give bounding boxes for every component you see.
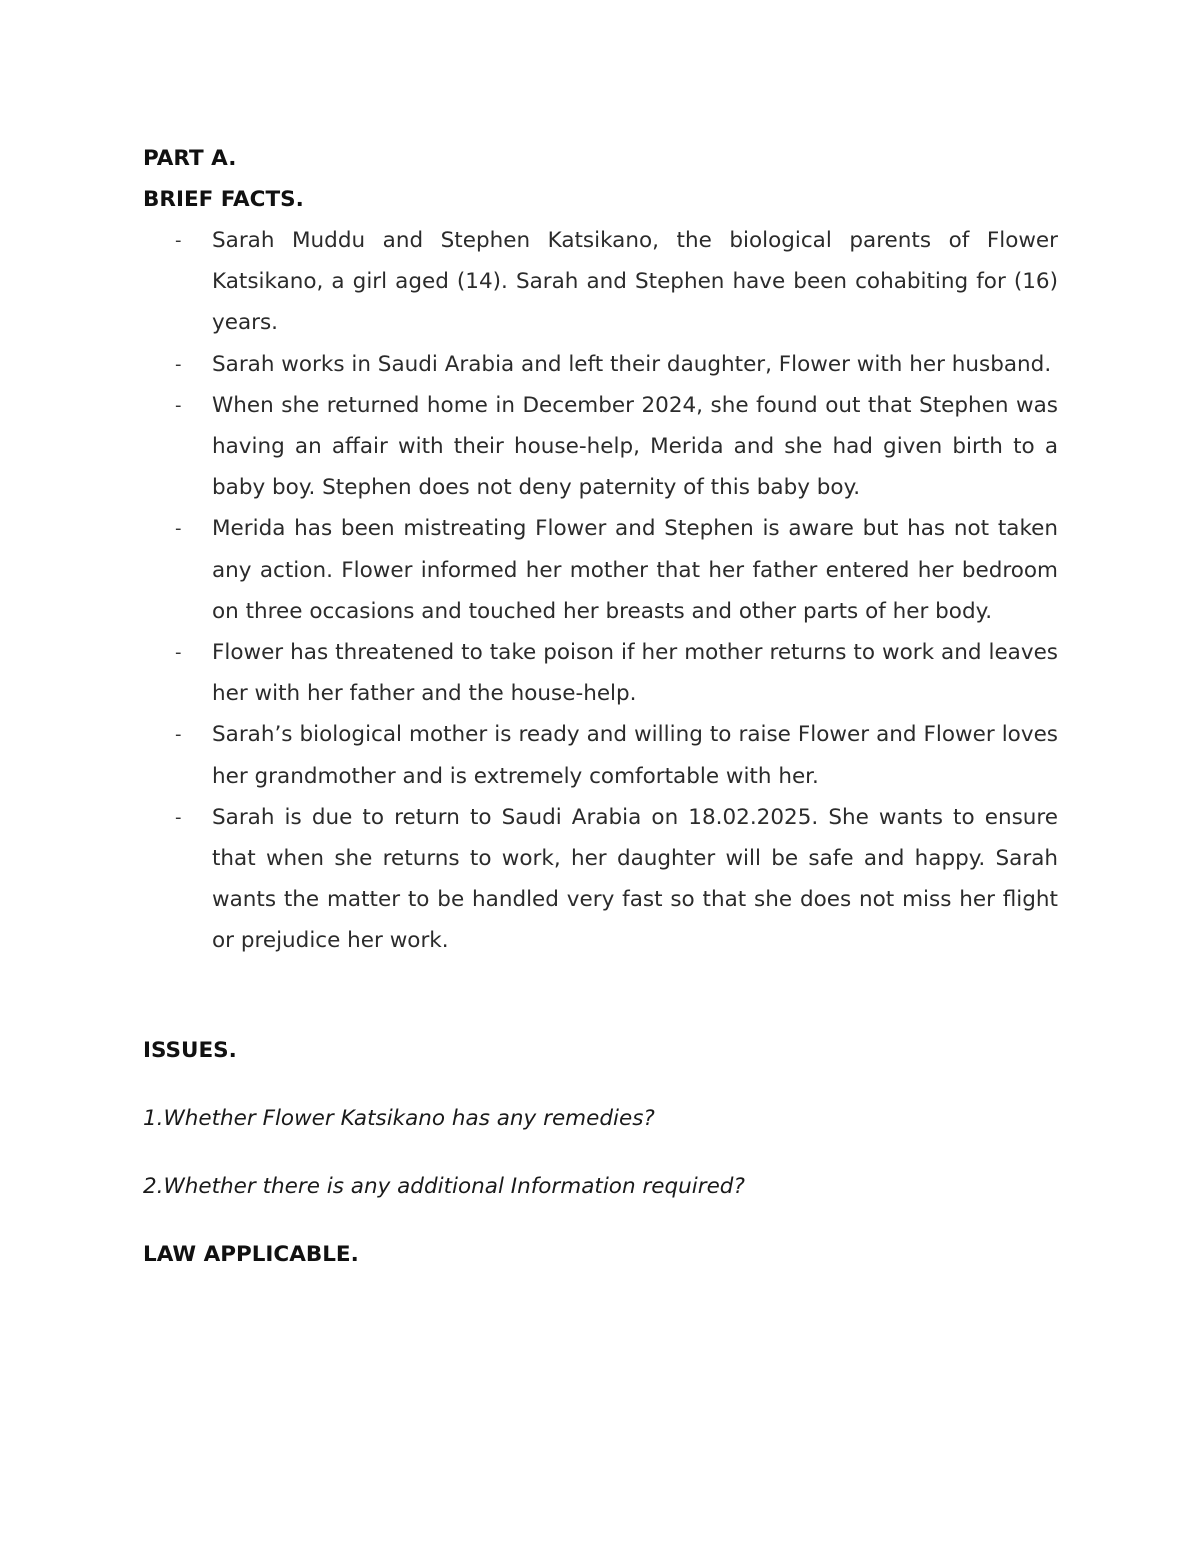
- brief-facts-list: [143, 220, 1058, 962]
- fact-text: Sarah is due to return to Saudi Arabia on 18.02.2025. She wants to ensure that when she returns to work, her daughter will be safe and happy. Sarah wants the matter to be handled very fast so that she does not miss her flight or prejudice her work.: [212, 804, 1058, 954]
- bullet-dash: -: [175, 806, 182, 828]
- fact-item: [143, 714, 1058, 796]
- fact-item: [143, 385, 1058, 509]
- fact-item: [143, 220, 1058, 344]
- brief-facts-heading: BRIEF FACTS.: [143, 187, 304, 212]
- fact-text: Sarah Muddu and Stephen Katsikano, the biological parents of Flower Katsikano, a girl aged (14). Sarah and Stephen have been cohabiting for (16) years.: [212, 228, 1058, 336]
- issue-item-2: 2.Whether there is any additional Information required?: [143, 1173, 745, 1199]
- bullet-dash: -: [175, 394, 182, 416]
- issues-heading: ISSUES.: [143, 1037, 237, 1063]
- fact-text: Merida has been mistreating Flower and Stephen is aware but has not taken any action. Flower informed her mother that her father entered her bedroom on three occasions and touched her breasts and other parts of her body.: [212, 516, 1058, 624]
- fact-item: [143, 632, 1058, 714]
- bullet-dash: -: [175, 230, 182, 251]
- fact-text: Flower has threatened to take poison if her mother returns to work and leaves her with her father and the house-help.: [212, 640, 1058, 707]
- law-applicable-heading: LAW APPLICABLE.: [143, 1241, 359, 1267]
- issue-item-1: 1.Whether Flower Katsikano has any remedies?: [143, 1105, 655, 1131]
- document-page: [143, 138, 1058, 1275]
- fact-text: Sarah works in Saudi Arabia and left their daughter, Flower with her husband.: [212, 351, 1052, 377]
- bullet-dash: -: [175, 353, 182, 375]
- fact-text: Sarah’s biological mother is ready and willing to raise Flower and Flower loves her grandmother and is extremely comfortable with her.: [212, 722, 1058, 789]
- bullet-dash: -: [175, 724, 182, 746]
- fact-item: [143, 508, 1058, 632]
- fact-item: [143, 344, 1058, 385]
- fact-text: When she returned home in December 2024, she found out that Stephen was having an affair with their house-help, Merida and she had given birth to a baby boy. Stephen does not deny paternity of this baby boy.: [212, 392, 1058, 501]
- bullet-dash: -: [175, 518, 182, 540]
- fact-item: [143, 797, 1058, 962]
- bullet-dash: -: [175, 642, 182, 664]
- part-heading: PART A.: [143, 146, 237, 171]
